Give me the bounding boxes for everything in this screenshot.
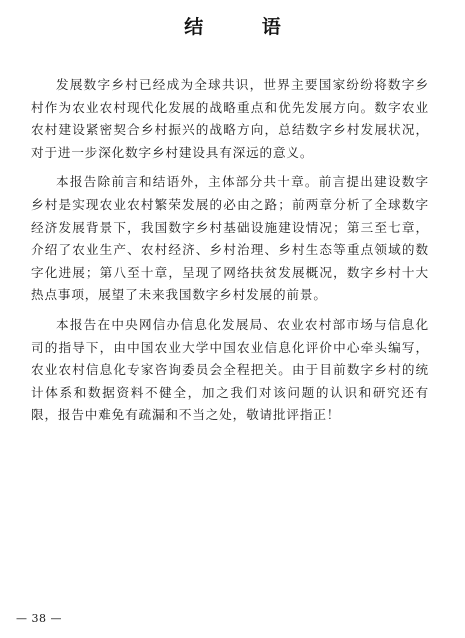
body-text (31, 74, 429, 434)
paragraph: 本报告在中央网信办信息化发展局、农业农村部市场与信息化司的指导下，由中国农业大学中国农业信息化评价中心牵头编写，农业农村信息化专家咨询委员会全程把关。由于目前数字乡村的统计体系和数据资料不健全，加之我们对该问题的认识和研究还有限，报告中难免有疏漏和不当之处，敬请批评指正！ (31, 316, 429, 423)
page-number: — 38 — (16, 612, 62, 625)
page-title: 结 语 (184, 16, 307, 38)
paragraph: 本报告除前言和结语外，主体部分共十章。前言提出建设数字乡村是实现农业农村繁荣发展的必由之路；前两章分析了全球数字经济发展背景下，我国数字乡村基础设施建设情况；第三至七章，介绍了农业生产、农村经济、乡村治理、乡村生态等重点领域的数字化进展；第八至十章，呈现了网络扶贫发展概况，数字乡村十大热点事项，展望了未来我国数字乡村发展的前景。 (31, 174, 429, 303)
paragraph: 发展数字乡村已经成为全球共识，世界主要国家纷纷将数字乡村作为农业农村现代化发展的战略重点和优先发展方向。数字农业农村建设紧密契合乡村振兴的战略方向，总结数字乡村发展状况，对于进一步深化数字乡村建设具有深远的意义。 (31, 77, 429, 160)
